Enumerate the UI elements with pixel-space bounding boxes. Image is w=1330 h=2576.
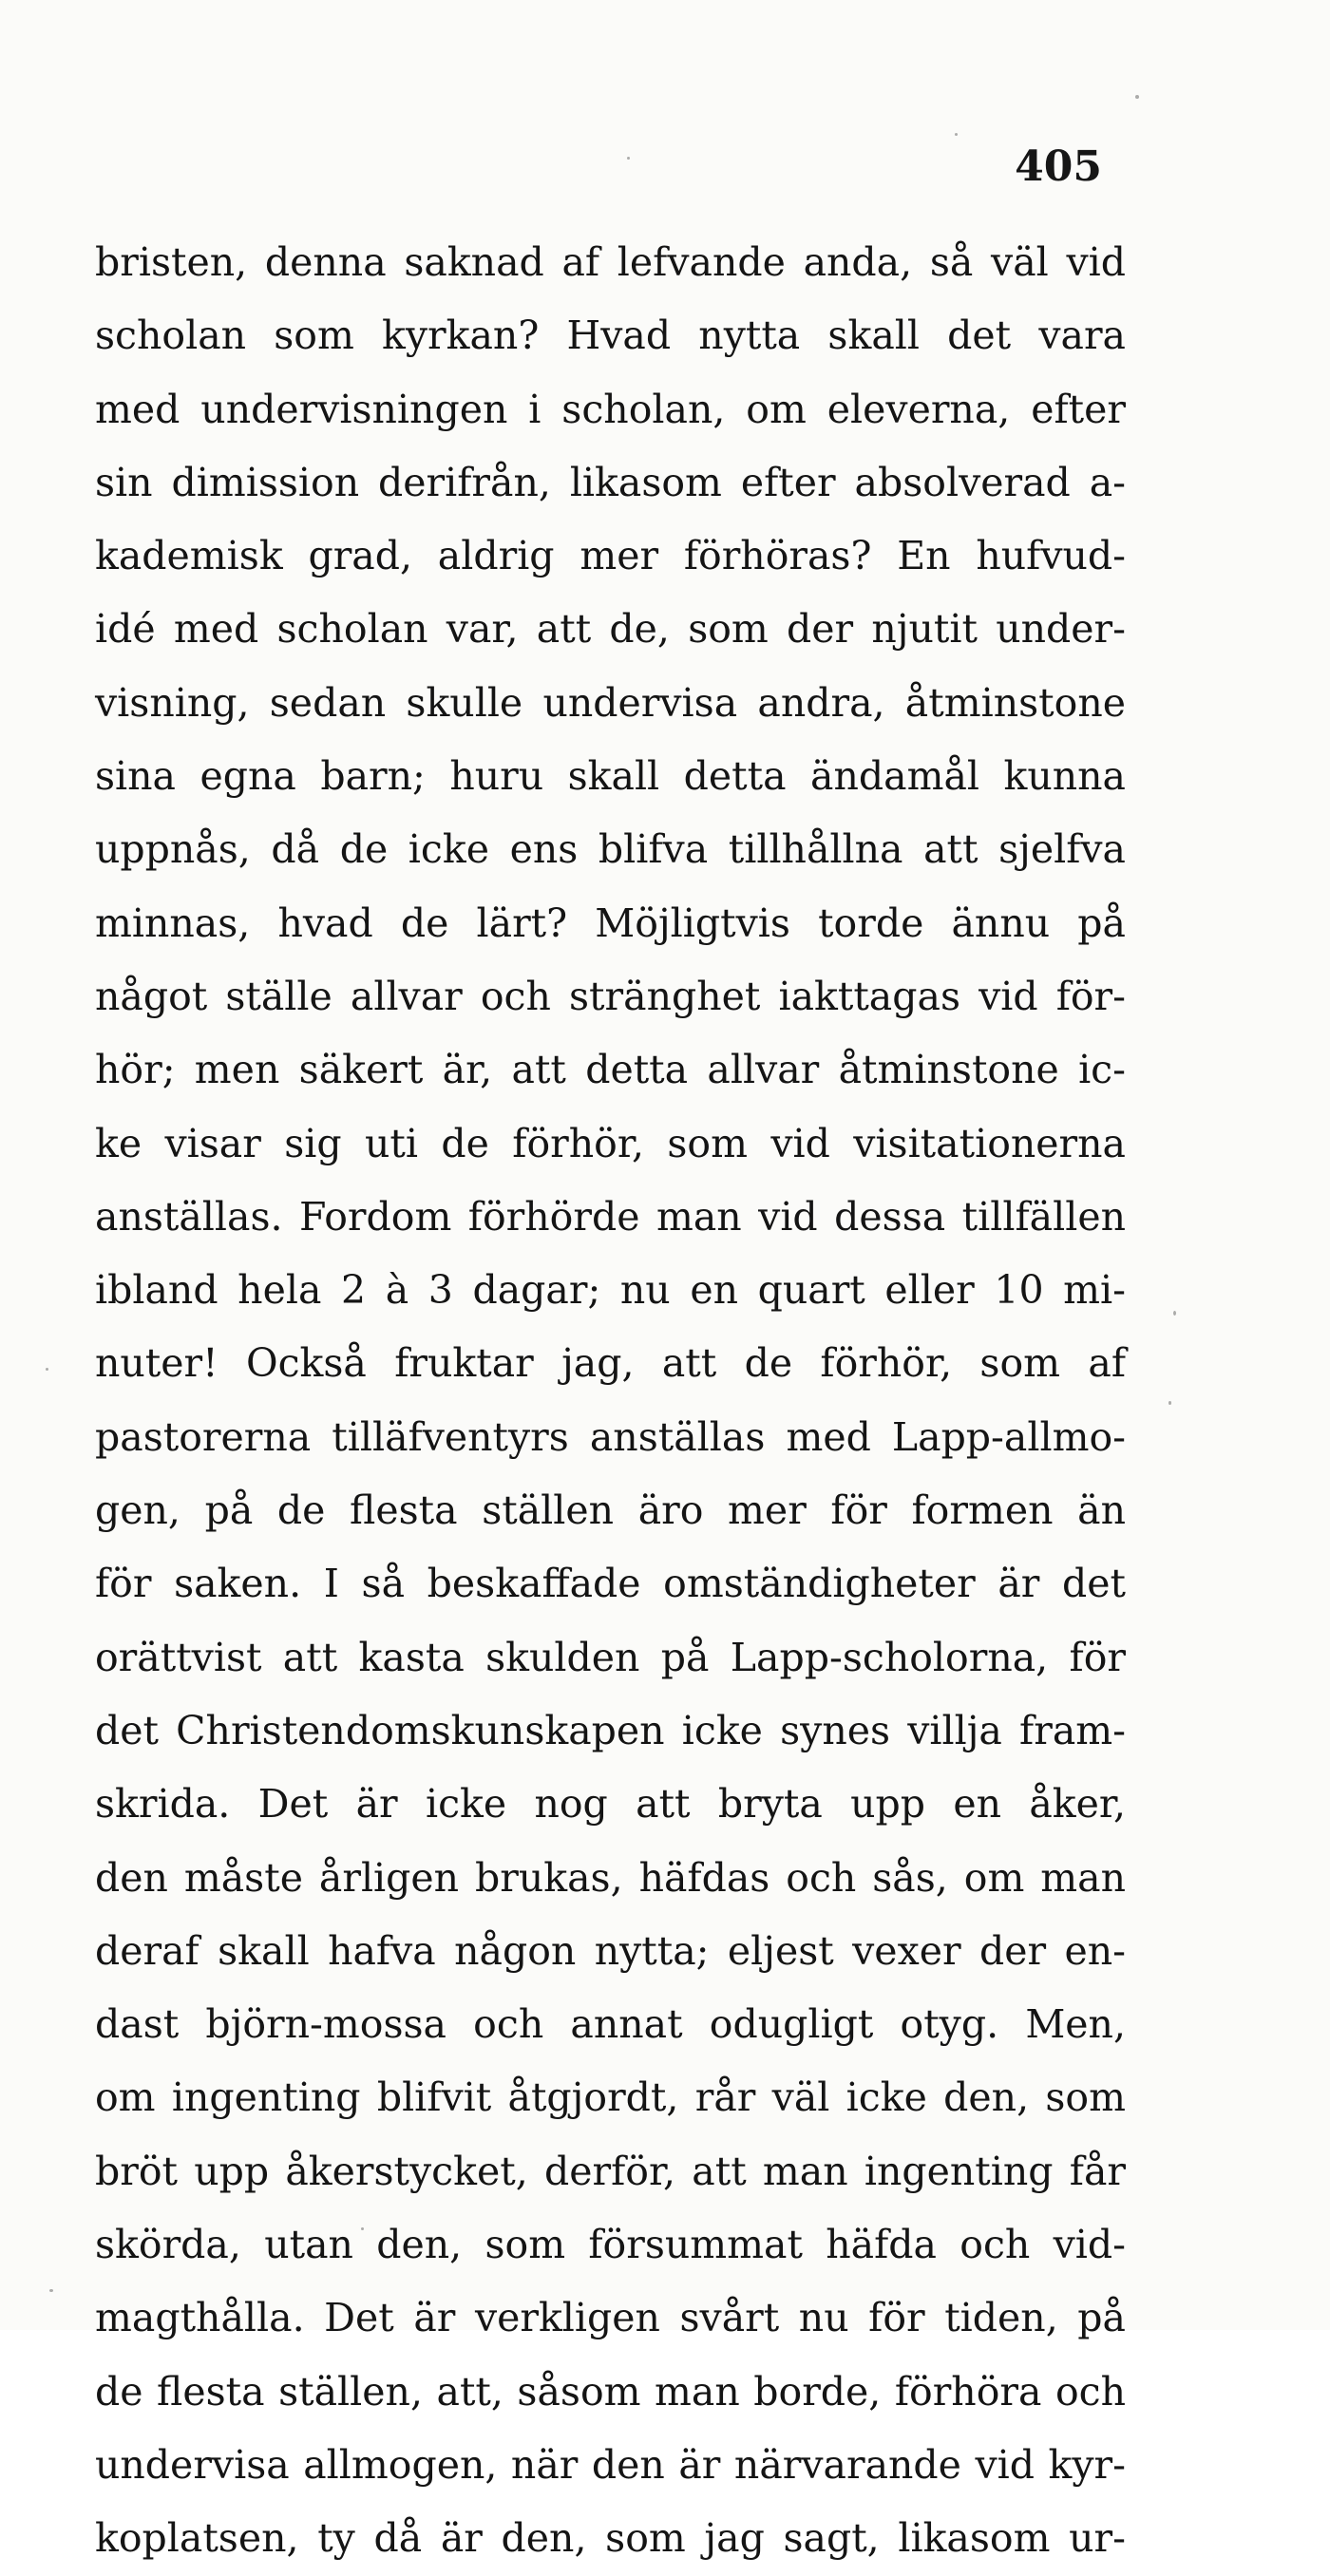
text-line: den måste årligen brukas, häfdas och sås, om man [95, 1854, 1126, 1901]
text-line: nuter! Också fruktar jag, att de förhör, som af [95, 1340, 1126, 1387]
scan-speck [361, 2227, 364, 2230]
scan-speck [1135, 95, 1139, 99]
text-line: skrida. Det är icke nog att bryta upp en åker, [95, 1781, 1126, 1828]
scan-speck [627, 157, 630, 160]
text-line: ibland hela 2 à 3 dagar; nu en quart eller 10 mi- [95, 1267, 1126, 1314]
text-line: det Christendomskunskapen icke synes villja fram- [95, 1707, 1126, 1753]
text-line: gen, på de flesta ställen äro mer för formen än [95, 1487, 1126, 1534]
text-line: scholan som kyrkan? Hvad nytta skall det vara [95, 313, 1126, 359]
scan-speck [1168, 1401, 1171, 1405]
text-line: om ingenting blifvit åtgjordt, rår väl icke den, som [95, 2074, 1126, 2121]
page-number: 405 [1015, 142, 1102, 191]
text-line: för saken. I så beskaffade omständigheter är det [95, 1561, 1126, 1607]
text-line: skörda, utan den, som försummat häfda och vid- [95, 2222, 1126, 2268]
text-line: ke visar sig uti de förhör, som vid visitationerna [95, 1120, 1126, 1166]
text-line: undervisa allmogen, när den är närvarande vid kyr- [95, 2441, 1126, 2488]
text-line: hör; men säkert är, att detta allvar åtminstone ic- [95, 1047, 1126, 1093]
text-line: med undervisningen i scholan, om eleverna, efter [95, 386, 1126, 432]
scan-speck [49, 2289, 53, 2292]
scan-speck [955, 133, 958, 136]
text-line: koplatsen, ty då är den, som jag sagt, likasom ur- [95, 2515, 1126, 2562]
text-line: minnas, hvad de lärt? Möjligtvis torde ännu på [95, 900, 1126, 946]
text-line: pastorerna tilläfventyrs anställas med Lapp-allmo- [95, 1413, 1126, 1460]
text-line: kademisk grad, aldrig mer förhöras? En hufvud- [95, 533, 1126, 579]
body-text [95, 226, 1126, 2576]
text-line: anställas. Fordom förhörde man vid dessa tillfällen [95, 1193, 1126, 1240]
text-line: sina egna barn; huru skall detta ändamål kunna [95, 753, 1126, 800]
text-line: de flesta ställen, att, såsom man borde, förhöra och [95, 2368, 1126, 2415]
scan-speck [46, 1368, 48, 1371]
text-line: något ställe allvar och stränghet iakttagas vid för- [95, 973, 1126, 1019]
text-line: magthålla. Det är verkligen svårt nu för tiden, på [95, 2295, 1126, 2341]
scan-speck [1173, 1311, 1176, 1316]
text-line: deraf skall hafva någon nytta; eljest vexer der en- [95, 1927, 1126, 1974]
text-line: orättvist att kasta skulden på Lapp-scholorna, för [95, 1634, 1126, 1680]
text-line: bröt upp åkerstycket, derför, att man ingenting får [95, 2148, 1126, 2194]
text-line: bristen, denna saknad af lefvande anda, så väl vid [95, 239, 1126, 285]
text-line: sin dimission derifrån, likasom efter absolverad a- [95, 459, 1126, 505]
text-line: dast björn-mossa och annat odugligt otyg. Men, [95, 2001, 1126, 2048]
text-line: visning, sedan skulle undervisa andra, åtminstone [95, 679, 1126, 726]
text-line: uppnås, då de icke ens blifva tillhållna att sjelfva [95, 826, 1126, 873]
text-line: idé med scholan var, att de, som der njutit under- [95, 606, 1126, 653]
